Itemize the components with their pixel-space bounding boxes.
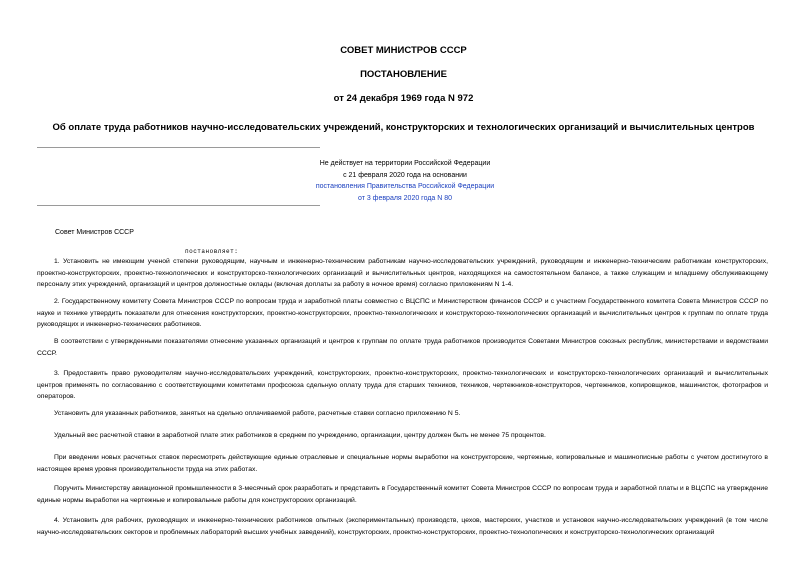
paragraph-5: Установить для указанных работников, занятых на сдельно оплачиваемой работе, расчетные ставки согласно приложению N 5. <box>54 410 461 417</box>
document-date: от 24 декабря 1969 года N 972 <box>333 93 474 104</box>
status-link-decree[interactable]: постановления Правительства Российской Федерации <box>315 183 495 190</box>
paragraph-1: 1. Установить не имеющим ученой степени руководящим, научным и инженерно-техническим работникам научно-исследовательских учреждений, руководящим и инженерно-техническим работникам конструкторских, проектно-конструкторских, проектно-технологических и конструкторско-технологических организаций и вычислительных центров, находящихся на самостоятельном балансе, а также служащим и младшему обслуживающему персоналу этих учреждений, организаций и центров должностные оклады (включая доплаты за работу в ночное время) согласно приложениям N 1-4. <box>37 258 768 288</box>
divider-bottom <box>37 205 320 206</box>
status-line-1: Не действует на территории Российской Федерации <box>319 160 491 167</box>
status-notice <box>200 158 610 204</box>
paragraph-9: 4. Установить для рабочих, руководящих и инженерно-технических работников опытных (экспериментальных) производств, цехов, мастерских, участков и установок научно-исследовательских учреждений (в том числе научно-исследовательских секторов и проблемных лабораторий высших учебных заведений), конструкторских, проектно-конструкторских, проектно-технологических и конструкторско-технологических организаций <box>37 517 768 536</box>
document-title: Об оплате труда работников научно-исследовательских учреждений, конструкторских и технологических организаций и вычислительных центров <box>52 122 755 133</box>
council-name: Совет Министров СССР <box>55 229 134 236</box>
paragraph-6: Удельный вес расчетной ставки в заработной плате этих работников в среднем по учреждению, организации, центру должен быть не менее 75 процентов. <box>54 432 546 439</box>
resolves-label: постановляет: <box>185 248 239 255</box>
paragraph-3: В соответствии с утвержденными показателями отнесение указанных организаций и центров к группам по оплате труда работников производится Советами Министров союзных республик, министерствами и ведомствами СССР. <box>37 338 768 357</box>
paragraph-7: При введении новых расчетных ставок пересмотреть действующие единые отраслевые и специальные нормы выработки на конструкторские, чертежные, копировальные и машинописные работы с учетом достигнутого в настоящее время уровня производительности труда на этих работах. <box>37 454 768 473</box>
issuer-heading: СОВЕТ МИНИСТРОВ СССР <box>340 45 467 56</box>
status-line-2: с 21 февраля 2020 года на основании <box>343 171 467 179</box>
paragraph-2: 2. Государственному комитету Совета Министров СССР по вопросам труда и заработной платы совместно с ВЦСПС и Министерством финансов СССР и с участием Государственного комитета Совета Министров СССР по науке и технике утвердить показатели для отнесения конструкторских, проектно-конструкторских, проектно-технологических и конструкторско-технологических организаций и вычислительных центров к группам по оплате труда руководящих и инженерно-технических работников. <box>37 298 768 328</box>
paragraph-8: Поручить Министерству авиационной промышленности в 3-месячный срок разработать и представить в Государственный комитет Совета Министров СССР по вопросам труда и заработной платы и в ВЦСПС на утверждение единые нормы выработки на чертежные и копировальные работы для конструкторских организаций. <box>37 485 768 504</box>
document-type-heading: ПОСТАНОВЛЕНИЕ <box>360 69 447 80</box>
status-link-date[interactable]: от 3 февраля 2020 года N 80 <box>357 194 453 202</box>
divider-top <box>37 147 320 148</box>
paragraph-4: 3. Предоставить право руководителям научно-исследовательских учреждений, конструкторских, проектно-конструкторских, проектно-технологических и конструкторско-технологических организаций и вычислительных центров применять по согласованию с соответствующими комитетами профсоюза сдельную оплату труда для старших техников, техников, чертежников-конструкторов, чертежников, копировщиков, машинисток, фотографов и операторов. <box>37 370 768 400</box>
